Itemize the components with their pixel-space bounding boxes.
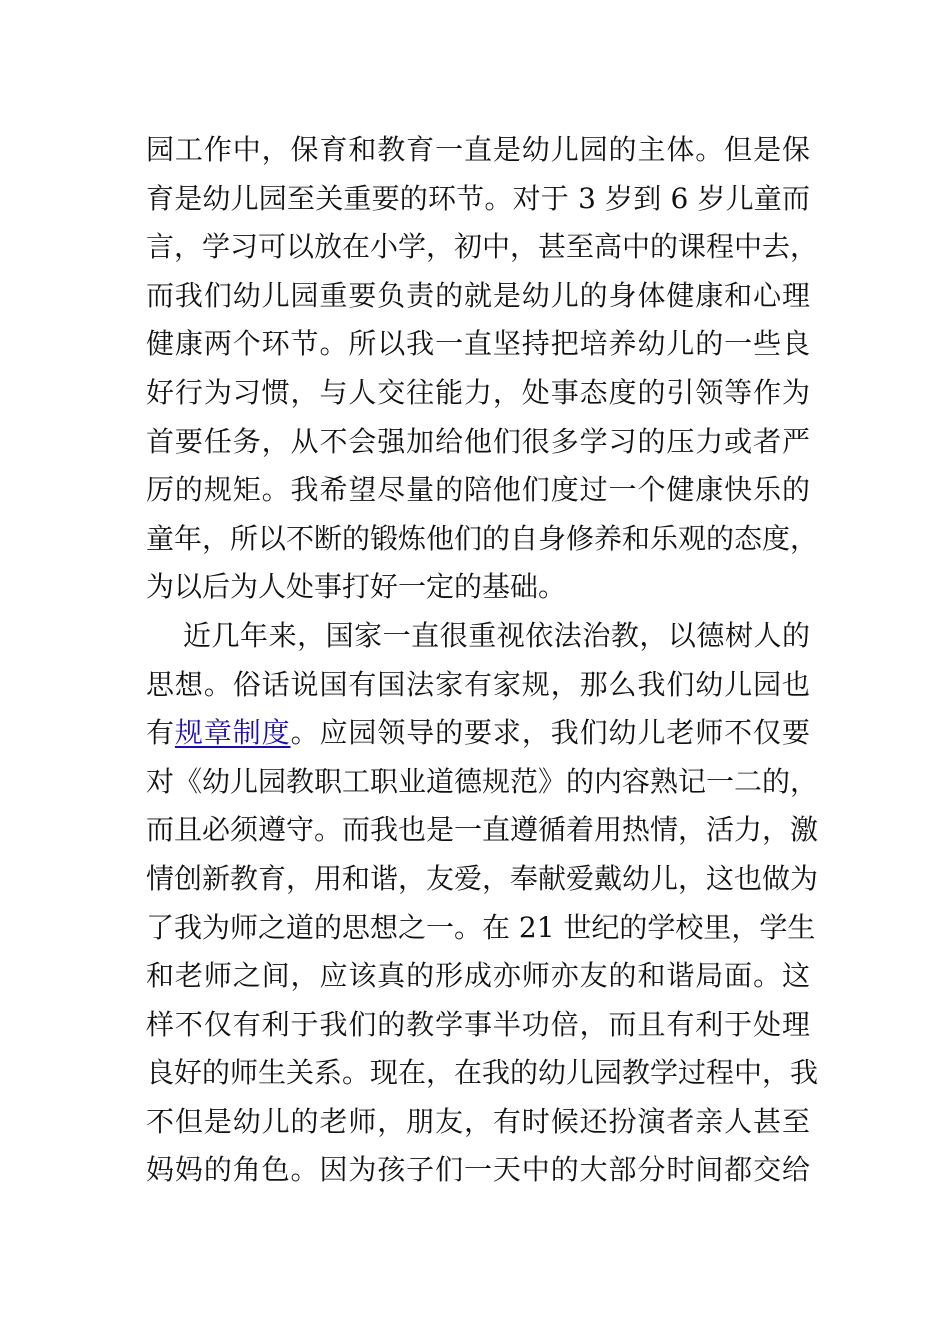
- text-line: 厉的规矩。我希望尽量的陪他们度过一个健康快乐的: [146, 473, 810, 507]
- text-line: 良好的师生关系。现在，在我的幼儿园教学过程中，我: [146, 1056, 819, 1090]
- regulations-link[interactable]: 规章制度: [174, 716, 291, 750]
- line-prefix: 有: [146, 716, 175, 750]
- text-line: 和老师之间，应该真的形成亦师亦友的和谐局面。这: [146, 959, 810, 993]
- line-suffix: 。应园领导的要求，我们幼儿老师不仅要: [290, 716, 810, 750]
- text-line: 近几年来，国家一直很重视依法治教，以德树人的: [183, 618, 810, 652]
- paragraph-2: [146, 612, 819, 1195]
- text-line: 样不仅有利于我们的教学事半功倍，而且有利于处理: [146, 1007, 810, 1041]
- text-line: 园工作中，保育和教育一直是幼儿园的主体。但是保: [146, 133, 810, 166]
- text-line: 健康两个环节。所以我一直坚持把培养幼儿的一些良: [146, 327, 810, 361]
- text-line: 言，学习可以放在小学，初中，甚至高中的课程中去，: [146, 230, 819, 264]
- text-line: 思想。俗话说国有国法家有家规，那么我们幼儿园也: [146, 667, 810, 701]
- document-body: [146, 126, 819, 1195]
- text-line: 好行为习惯，与人交往能力，处事态度的引领等作为: [146, 375, 810, 409]
- text-line: 童年，所以不断的锻炼他们的自身修养和乐观的态度，: [146, 521, 819, 555]
- paragraph-1: [146, 126, 819, 612]
- text-line: 而且必须遵守。而我也是一直遵循着用热情，活力，激: [146, 813, 819, 847]
- text-line-with-link: [146, 709, 810, 758]
- text-line: 首要任务，从不会强加给他们很多学习的压力或者严: [146, 424, 810, 458]
- text-line: 对《幼儿园教职工职业道德规范》的内容熟记一二的，: [146, 764, 819, 798]
- text-line: 情创新教育，用和谐，友爱，奉献爱戴幼儿，这也做为: [146, 861, 819, 895]
- text-line: 育是幼儿园至关重要的环节。对于 3 岁到 6 岁儿童而: [146, 181, 810, 215]
- text-line: 为以后为人处事打好一定的基础。: [146, 570, 567, 604]
- text-line: 了我为师之道的思想之一。在 21 世纪的学校里，学生: [146, 910, 816, 944]
- text-line: 不但是幼儿的老师，朋友，有时候还扮演者亲人甚至: [146, 1104, 810, 1138]
- text-line: 而我们幼儿园重要负责的就是幼儿的身体健康和心理: [146, 278, 810, 312]
- text-line: 妈妈的角色。因为孩子们一天中的大部分时间都交给: [146, 1153, 810, 1187]
